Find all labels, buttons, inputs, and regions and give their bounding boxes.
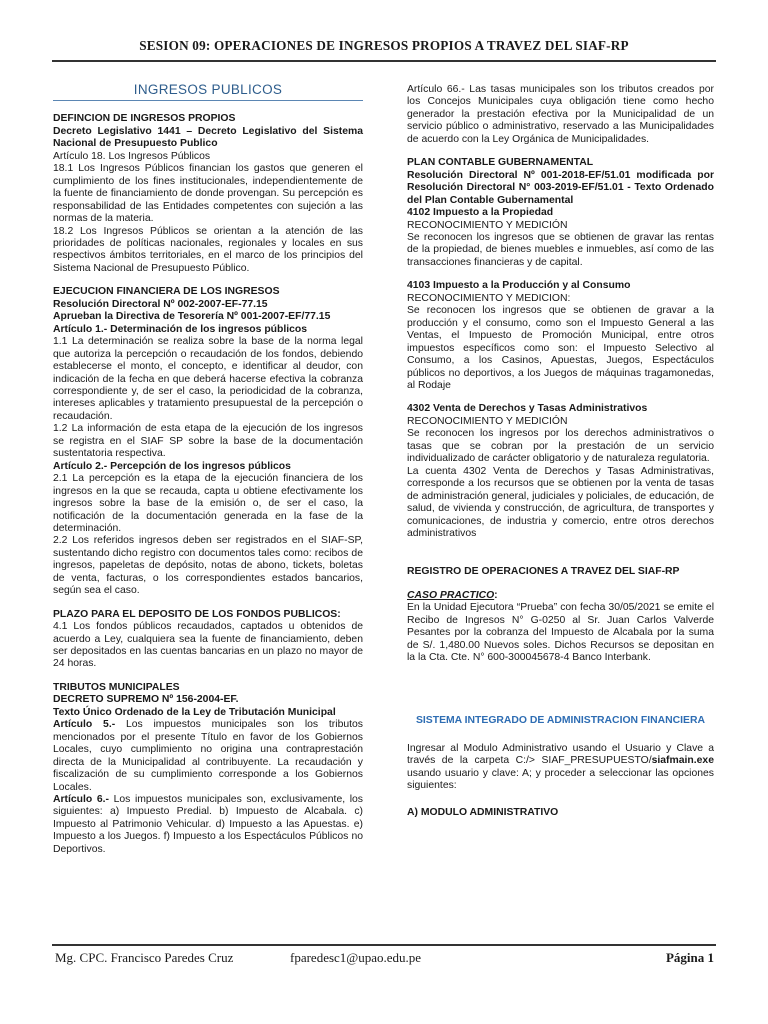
article-6-text: Los impuestos municipales son, exclusivamente, los siguientes: a) Impuesto Predial. b) Impuesto de Alcabala. c) Impuesto al Patrimonio Vehicular. d) Impuesto a las Apuestas. e) Impuesto a los Juegos. f) Impuesto a los Espectáculos Públicos no Deportivos. — [53, 794, 363, 855]
definition-heading: DEFINCION DE INGRESOS PROPIOS — [53, 113, 236, 125]
article-1-2: 1.2 La información de esta etapa de la ejecución de los ingresos se registra en el SIAF SP sobre la base de la documentación sustentatoria respectiva. — [53, 423, 363, 460]
article-6 — [53, 794, 363, 856]
account-4103-title: 4103 Impuesto a la Producción y al Consumo — [407, 280, 631, 292]
siafmain-exe: siafmain.exe — [651, 755, 714, 767]
definition-law: Decreto Legislativo 1441 – Decreto Legislativo del Sistema Nacional de Presupuesto Publico — [53, 125, 363, 150]
registro-heading: REGISTRO DE OPERACIONES A TRAVEZ DEL SIAF-RP — [407, 566, 680, 578]
article-5-label: Artículo 5.- — [53, 719, 116, 731]
page-header-title: SESION 09: OPERACIONES DE INGRESOS PROPIOS A TRAVEZ DEL SIAF-RP — [139, 38, 629, 53]
footer-email: fparedesc1@upao.edu.pe — [290, 950, 422, 965]
account-4103-recognition: RECONOCIMIENTO Y MEDICION: — [407, 292, 571, 304]
section-title: INGRESOS PUBLICOS — [133, 82, 283, 97]
article-2-2: 2.2 Los referidos ingresos deben ser registrados en el SIAF-SP, sustentando dicho registro con documentos tales como: recibos de ingresos, papeletas de depósito, notas de abono, tickets, boletas de venta, facturas, o los correspondientes estados bancarios, según sea el caso. — [53, 535, 363, 597]
account-4302-text-2: La cuenta 4302 Venta de Derechos y Tasas Administrativas, corresponde a los recursos que se obtienen por la venta de tasas de administración general, judiciales y policiales, de educación, de salud, de vivienda y construcción, de agricultura, de transportes y comunicaciones, de industria y comercio, entre otros derechos administrativos — [407, 465, 714, 539]
account-4302-title: 4302 Venta de Derechos y Tasas Administrativos — [407, 403, 648, 415]
article-1-title: Artículo 1.- Determinación de los ingresos públicos — [53, 323, 308, 335]
supreme-decree: DECRETO SUPREMO Nº 156-2004-EF. — [53, 694, 239, 706]
article-2-title: Artículo 2.- Percepción de los ingresos públicos — [53, 460, 291, 472]
execution-directive: Aprueban la Directiva de Tesorería Nº 001-2007-EF/77.15 — [53, 311, 331, 323]
footer-author: Mg. CPC. Francisco Paredes Cruz — [55, 950, 234, 965]
execution-resolution: Resolución Directoral Nº 002-2007-EF-77.15 — [53, 298, 268, 310]
header-rule — [52, 60, 716, 62]
ingresar-instructions — [407, 743, 714, 793]
caso-practico-title: CASO PRACTICO — [407, 589, 495, 601]
definition-paragraph-18-2: 18.2 Los Ingresos Públicos se orientan a la atención de las prioridades de políticas nacionales, regionales y locales en sus respectivos ámbitos territoriales, en el marco de los principios del Sistema Nacional de Presupuesto Público. — [53, 225, 363, 274]
account-4102-text: Se reconocen los ingresos que se obtienen de gravar las rentas de la propiedad, de bienes muebles e inmuebles, así como de las transacciones financieras y de capital. — [407, 231, 714, 268]
caso-practico-text: En la Unidad Ejecutora “Prueba” con fecha 30/05/2021 se emite el Recibo de Ingresos N° G-0250 al Sr. Juan Carlos Valverde Pesantes por la cobranza del Impuesto de Alcabala por la suma de S/. 1,480.00 Nuevos soles. Dichos Recursos se depositan en la la Cta. Cte. N° 600-300045678-4 Banco Interbank. — [407, 602, 714, 664]
tuo-title: Texto Único Ordenado de la Ley de Tributación Municipal — [53, 706, 336, 718]
left-column — [53, 70, 363, 856]
definition-article: Artículo 18. Los Ingresos Públicos — [53, 150, 211, 162]
siaf-title: SISTEMA INTEGRADO DE ADMINISTRACION FINANCIERA — [415, 714, 705, 726]
ingresar-text-b: usando usuario y clave: A; y proceder a seleccionar las opciones siguientes: — [407, 767, 714, 792]
account-4302-text-1: Se reconocen los ingresos por los derechos administrativos o tasas que se cobran por la prestación de un servicio individualizado de carácter obligatorio y de naturaleza regulatoria. — [407, 428, 714, 465]
caso-practico-colon: : — [494, 589, 498, 601]
definition-paragraph-18-1: 18.1 Los Ingresos Públicos financian los gastos que generen el cumplimiento de los fines institucionales, independientemente de la fuente de financiamiento de donde provengan. Su percepción es responsabilidad de las Entidades competentes con sujeción a las normas de la materia. — [53, 163, 363, 225]
article-1-1: 1.1 La determinación se realiza sobre la base de la norma legal que autoriza la percepción o recaudación de los fondos, debiendo establecerse el monto, el concepto, e identificar al deudor, con indicación de la fecha en que deberá hacerse efectiva la cobranza correspondiente y, de ser el caso, la periodicidad de la cobranza, intereses aplicables y tratamiento presupuestal de la percepción o recaudación. — [53, 336, 363, 422]
modulo-administrativo: A) MODULO ADMINISTRATIVO — [407, 806, 559, 818]
caso-practico-label — [407, 590, 714, 602]
footer-page-number: Página 1 — [665, 950, 714, 965]
plan-contable-resolution: Resolución Directoral Nº 001-2018-EF/51.01 modificada por Resolución Directoral N° 003-2019-EF/51.01 - Texto Ordenado del Plan Contable Gubernamental — [407, 169, 714, 206]
deposit-deadline-4-1: 4.1 Los fondos públicos recaudados, captados u obtenidos de acuerdo a Ley, cualquiera sea la fuente de financiamiento, deben ser depositados en las cuentas bancarias en un plazo no mayor de 24 horas. — [53, 621, 363, 670]
section-title-rule — [53, 100, 363, 101]
plan-contable-heading: PLAN CONTABLE GUBERNAMENTAL — [407, 157, 594, 169]
article-5 — [53, 719, 363, 794]
article-5-text: Los impuestos municipales son los tributos mencionados por el presente Título en favor de los Gobiernos Locales, cuyo cumplimiento no origina una contraprestación directa de la Municipalidad al contribuyente. La recaudación y fiscalización de su cumplimiento corresponde a los Gobiernos Locales. — [53, 719, 363, 793]
article-6-label: Artículo 6.- — [53, 794, 109, 806]
article-66: Artículo 66.- Las tasas municipales son los tributos creados por los Concejos Municipales cuya obligación tiene como hecho generador la prestación efectiva por la Municipalidad de un servicio público o administrativo, reservado a las Municipalidades de acuerdo con la Ley Orgánica de Municipalidades. — [407, 84, 714, 145]
municipal-taxes-heading: TRIBUTOS MUNICIPALES — [53, 681, 180, 693]
article-2-1: 2.1 La percepción es la etapa de la ejecución financiera de los ingresos en la que se recauda, capta u obtiene efectivamente los ingresos sobre la base de la emisión o, de ser el caso, la notificación de la documentación generada en la fase de la determinación. — [53, 473, 363, 534]
account-4102-recognition: RECONOCIMIENTO Y MEDICIÓN — [407, 219, 568, 231]
account-4102-title: 4102 Impuesto a la Propiedad — [407, 207, 554, 219]
footer-rule — [52, 944, 716, 946]
ingresar-text-a: Ingresar al Modulo Administrativo usando el Usuario y Clave a través de la carpeta C:/> SIAF_PRESUPUESTO/ — [407, 743, 714, 767]
deposit-deadline-heading: PLAZO PARA EL DEPOSITO DE LOS FONDOS PUBLICOS: — [53, 608, 341, 620]
account-4302-recognition: RECONOCIMIENTO Y MEDICIÓN — [407, 415, 568, 427]
execution-heading: EJECUCION FINANCIERA DE LOS INGRESOS — [53, 286, 280, 298]
right-column — [407, 84, 714, 819]
account-4103-text: Se reconocen los ingresos que se obtienen de gravar a la producción y el consumo, como son el Impuesto General a las Ventas, el Impuesto de Promoción Municipal, entre otros impuestos específicos como son: el Impuesto Selectivo al Consumo, a los Casinos, Apuestas, Juegos, Espectáculos públicos no deportivos, a los Juegos de máquinas tragamonedas, al Rodaje — [407, 305, 714, 391]
